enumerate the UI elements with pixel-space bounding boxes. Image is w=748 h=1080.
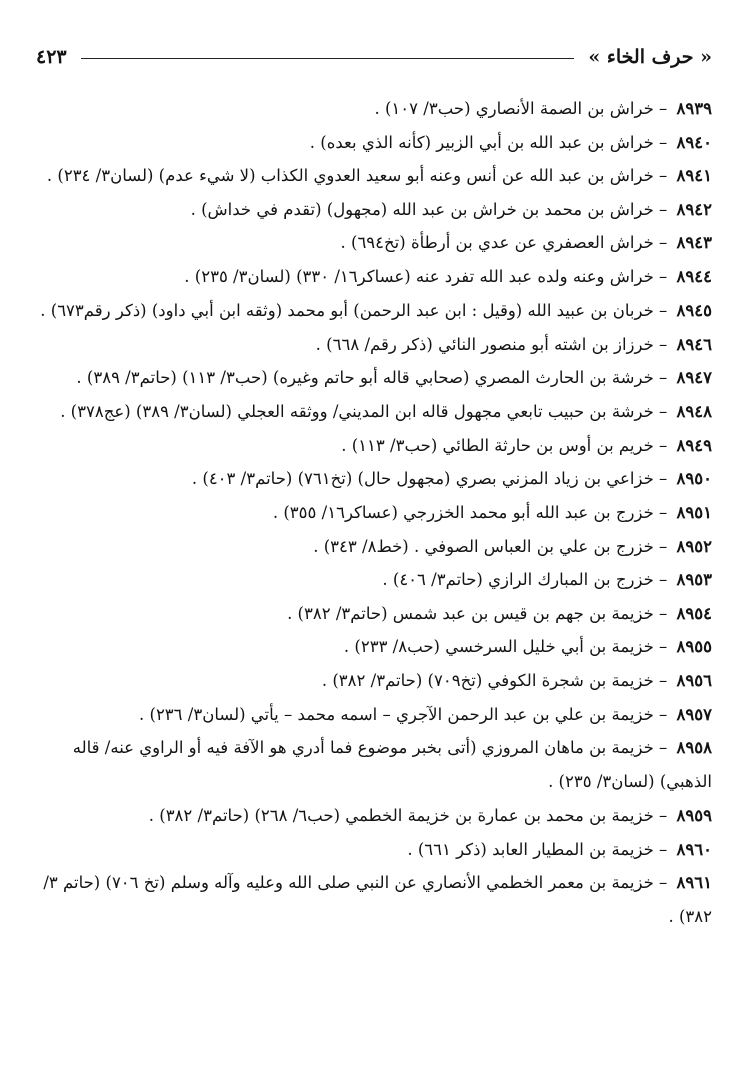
entry-text: – خراش العصفري عن عدي بن أرطأة (تخ٦٩٤) .: [340, 233, 668, 253]
header-rule: [81, 58, 575, 59]
entry-8941: [36, 159, 712, 193]
entry-8945: [36, 294, 712, 328]
entry-text: – خراش بن عبد الله عن أنس وعنه أبو سعيد العدوي الكذاب (لا شيء عدم) (لسان٣/ ٢٣٤) .: [46, 166, 668, 186]
entry-8961: [36, 866, 712, 934]
entry-text: – خراش بن الصمة الأنصاري (حب٣/ ١٠٧) .: [374, 99, 668, 118]
entry-8952: [36, 530, 712, 564]
entry-text: – خزيمة بن محمد بن عمارة بن خزيمة الخطمي (حب٦/ ٢٦٨) (حاتم٣/ ٣٨٢) .: [148, 806, 668, 826]
entry-text: – خزيمة بن أبي خليل السرخسي (حب٨/ ٢٣٣) .: [343, 637, 668, 657]
entry-8950: [36, 462, 712, 496]
entry-text: – خزرج بن عبد الله أبو محمد الخزرجي (عساكر١٦/ ٣٥٥) .: [272, 502, 668, 522]
entry-number: ٨٩٥٥: [676, 637, 712, 657]
entry-8942: [36, 193, 712, 227]
entry-text: – خزيمة بن شجرة الكوفي (تخ٧٠٩) (حاتم٣/ ٣٨٢) .: [321, 670, 668, 690]
entry-text: – خزيمة بن ماهان المروزي (أتى بخبر موضوع فما أدري هو الآفة فيه أو الراوي عنه/ قاله الذهبي) (لسان٣/ ٢٣٥) .: [72, 738, 712, 792]
entry-8946: [36, 328, 712, 362]
entry-number: ٨٩٤٣: [676, 233, 712, 253]
entry-text: – خرشة بن حبيب تابعي مجهول قاله ابن المديني/ ووثقه العجلي (لسان٣/ ٣٨٩) (عج٣٧٨) .: [60, 401, 668, 421]
entry-number: ٨٩٣٩: [676, 99, 712, 118]
entry-text: – خزيمة بن جهم بن قيس بن عبد شمس (حاتم٣/ ٣٨٢) .: [287, 603, 668, 623]
entry-8957: [36, 698, 712, 732]
entry-8955: [36, 630, 712, 664]
entry-number: ٨٩٤٨: [676, 401, 712, 421]
entry-number: ٨٩٥٠: [676, 469, 712, 489]
entry-8948: [36, 395, 712, 429]
entry-number: ٨٩٥٨: [676, 738, 712, 758]
entry-list: [36, 92, 712, 934]
entry-number: ٨٩٦١: [676, 873, 712, 893]
entry-text: – خرزاز بن اشته أبو منصور النائي (ذكر رقم/ ٦٦٨) .: [315, 334, 668, 354]
entry-8958: [36, 731, 712, 799]
entry-text: – خراش بن محمد بن خراش بن عبد الله (مجهول) (تقدم في خداش) .: [190, 199, 668, 219]
entry-number: ٨٩٤١: [676, 166, 712, 186]
page-header: [36, 40, 712, 74]
entry-8956: [36, 664, 712, 698]
entry-text: – خراش بن عبد الله بن أبي الزبير (كأنه الذي بعده) .: [309, 132, 668, 152]
entry-number: ٨٩٤٥: [676, 300, 712, 320]
entry-number: ٨٩٥٩: [676, 806, 712, 826]
entry-text: – خزيمة بن معمر الخطمي الأنصاري عن النبي صلى الله وعليه وآله وسلم (تخ ٧٠٦) (حاتم ٣/ ٣٨٢) .: [43, 873, 712, 927]
entry-8940: [36, 126, 712, 160]
entry-number: ٨٩٥٦: [676, 670, 712, 690]
entry-number: ٨٩٦٠: [676, 839, 712, 859]
entry-text: – خزرج بن المبارك الرازي (حاتم٣/ ٤٠٦) .: [382, 570, 668, 590]
entry-8954: [36, 597, 712, 631]
entry-number: ٨٩٥٤: [676, 603, 712, 623]
entry-number: ٨٩٤٩: [676, 435, 712, 455]
entry-text: – خريم بن أوس بن حارثة الطائي (حب٣/ ١١٣) .: [341, 435, 668, 455]
entry-8959: [36, 799, 712, 833]
entry-text: – خراش وعنه ولده عبد الله تفرد عنه (عساكر١٦/ ٣٣٠) (لسان٣/ ٢٣٥) .: [184, 266, 668, 286]
entry-text: – خربان بن عبيد الله (وقيل : ابن عبد الرحمن) أبو محمد (وثقه ابن أبي داود) (ذكر رقم٦٧٣) .: [40, 300, 668, 320]
chapter-title: « حرف الخاء »: [588, 46, 712, 68]
entry-number: ٨٩٥٣: [676, 570, 712, 590]
entry-8939: [36, 92, 712, 126]
entry-number: ٨٩٤٠: [676, 132, 712, 152]
entry-8943: [36, 226, 712, 260]
entry-8951: [36, 496, 712, 530]
entry-number: ٨٩٥٧: [676, 704, 712, 724]
entry-text: – خزيمة بن المطيار العابد (ذكر ٦٦١) .: [407, 839, 668, 859]
entry-number: ٨٩٤٢: [676, 199, 712, 219]
entry-number: ٨٩٥٢: [676, 536, 712, 556]
entry-number: ٨٩٤٧: [676, 368, 712, 388]
entry-8953: [36, 563, 712, 597]
entry-number: ٨٩٥١: [676, 502, 712, 522]
entry-text: – خزيمة بن علي بن عبد الرحمن الآجري – اسمه محمد – يأتي (لسان٣/ ٢٣٦) .: [139, 704, 668, 724]
entry-text: – خزرج بن علي بن العباس الصوفي . (خط٨/ ٣٤٣) .: [313, 536, 668, 556]
entry-8960: [36, 833, 712, 867]
entry-8949: [36, 429, 712, 463]
entry-8944: [36, 260, 712, 294]
entry-text: – خزاعي بن زياد المزني بصري (مجهول حال) (تخ٧٦١) (حاتم٣/ ٤٠٣) .: [191, 469, 668, 489]
entry-number: ٨٩٤٤: [676, 266, 712, 286]
entry-text: – خرشة بن الحارث المصري (صحابي قاله أبو حاتم وغيره) (حب٣/ ١١٣) (حاتم٣/ ٣٨٩) .: [76, 368, 668, 388]
entry-number: ٨٩٤٦: [676, 334, 712, 354]
entry-8947: [36, 361, 712, 395]
page-number: ٤٢٣: [36, 46, 67, 68]
